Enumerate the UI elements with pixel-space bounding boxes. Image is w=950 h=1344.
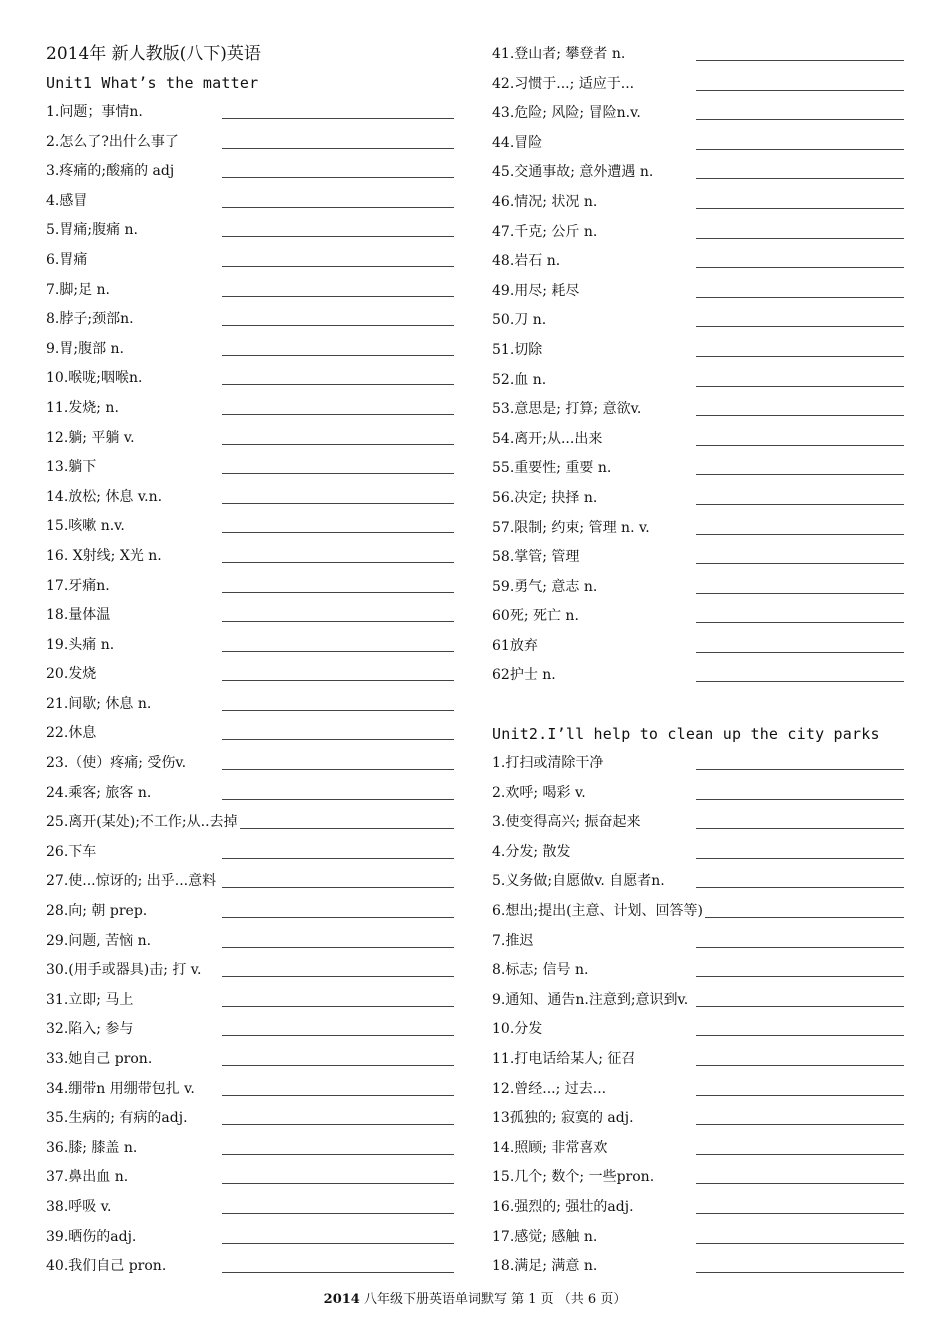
vocab-prompt: 2.欢呼; 喝彩 v. <box>492 784 586 801</box>
vocab-item <box>46 1163 466 1193</box>
vocab-item <box>46 956 466 986</box>
answer-blank-line[interactable] <box>222 414 454 415</box>
page-title: 2014年 新人教版(八下)英语 <box>46 44 261 64</box>
vocab-prompt: 5.胃痛;腹痛 n. <box>46 222 138 239</box>
vocab-item <box>46 157 466 187</box>
answer-blank-line[interactable] <box>222 562 454 563</box>
vocab-item <box>492 218 912 248</box>
vocab-item <box>46 1252 466 1282</box>
vocab-prompt: 28.向; 朝 prep. <box>46 903 148 920</box>
vocab-item <box>492 395 912 425</box>
vocab-item <box>46 838 466 868</box>
vocab-prompt: 6.想出;提出(主意、计划、回答等) <box>492 903 703 920</box>
answer-blank-line[interactable] <box>222 177 454 178</box>
answer-blank-line[interactable] <box>222 503 454 504</box>
vocab-item <box>492 602 912 632</box>
unit2-heading: Unit2.I’ll help to clean up the city parks <box>492 725 880 744</box>
answer-blank-line[interactable] <box>696 356 904 357</box>
vocab-item <box>492 1193 912 1223</box>
answer-blank-line[interactable] <box>222 887 454 888</box>
vocab-prompt: 23.（使）疼痛; 受伤v. <box>46 755 187 772</box>
left-column <box>46 40 466 1282</box>
answer-blank-line[interactable] <box>222 296 454 297</box>
vocab-item <box>492 188 912 218</box>
vocab-item <box>492 40 912 70</box>
answer-blank-line[interactable] <box>696 1035 904 1036</box>
vocab-prompt: 7.脚;足 n. <box>46 281 110 298</box>
vocab-prompt: 43.危险; 风险; 冒险n.v. <box>492 105 641 122</box>
vocab-prompt: 7.推迟 <box>492 932 534 949</box>
vocab-item <box>492 1223 912 1253</box>
answer-blank-line[interactable] <box>696 593 904 594</box>
answer-blank-line[interactable] <box>696 1272 904 1273</box>
vocab-prompt: 42.习惯于...; 适应于... <box>492 75 635 92</box>
vocab-item <box>46 187 466 217</box>
answer-blank-line[interactable] <box>222 325 454 326</box>
answer-blank-line[interactable] <box>222 1065 454 1066</box>
vocab-prompt: 50.刀 n. <box>492 312 547 329</box>
vocab-prompt: 13孤独的; 寂寞的 adj. <box>492 1110 634 1127</box>
vocab-prompt: 34.绷带n 用绷带包扎 v. <box>46 1080 195 1097</box>
vocab-item <box>492 425 912 455</box>
vocab-item <box>492 1163 912 1193</box>
vocab-prompt: 1.问题；事情n. <box>46 104 143 120</box>
vocab-item <box>46 246 466 276</box>
vocab-item <box>492 808 912 838</box>
vocab-item <box>492 454 912 484</box>
vocab-prompt: 41.登山者; 攀登者 n. <box>492 46 626 62</box>
vocab-prompt: 2.怎么了?出什么事了 <box>46 133 179 150</box>
vocab-item <box>46 572 466 602</box>
vocab-prompt: 11.打电话给某人; 征召 <box>492 1051 636 1067</box>
vocab-item <box>46 808 466 838</box>
answer-blank-line[interactable] <box>222 1213 454 1214</box>
vocab-prompt: 48.岩石 n. <box>492 253 561 270</box>
answer-blank-line[interactable] <box>696 386 904 387</box>
answer-blank-line[interactable] <box>696 976 904 977</box>
answer-blank-line[interactable] <box>696 326 904 327</box>
vocab-item <box>492 129 912 159</box>
vocab-list-right-unit1 <box>492 40 912 691</box>
vocab-item <box>492 543 912 573</box>
answer-blank-line[interactable] <box>696 119 904 120</box>
vocab-prompt: 37.鼻出血 n. <box>46 1169 129 1186</box>
vocab-item <box>492 838 912 868</box>
vocab-item <box>492 514 912 544</box>
vocab-item <box>492 277 912 307</box>
answer-blank-line[interactable] <box>222 1272 454 1273</box>
answer-blank-line[interactable] <box>696 681 904 682</box>
vocab-prompt: 3.疼痛的;酸痛的 adj <box>46 163 175 180</box>
answer-blank-line[interactable] <box>696 799 904 800</box>
vocab-prompt: 61放弃 <box>492 637 538 654</box>
vocab-prompt: 5.义务做;自愿做v. 自愿者n. <box>492 873 665 890</box>
answer-blank-line[interactable] <box>222 118 454 119</box>
vocab-item <box>492 158 912 188</box>
vocab-prompt: 47.千克; 公斤 n. <box>492 223 598 240</box>
vocab-item <box>492 247 912 277</box>
vocab-prompt: 57.限制; 约束; 管理 n. v. <box>492 519 650 536</box>
vocab-item <box>46 1104 466 1134</box>
vocab-item <box>492 336 912 366</box>
answer-blank-line[interactable] <box>696 947 904 948</box>
vocab-prompt: 38.呼吸 v. <box>46 1198 112 1215</box>
vocab-item <box>492 1045 912 1075</box>
vocab-prompt: 15.几个; 数个; 一些pron. <box>492 1169 655 1186</box>
vocab-prompt: 17.牙痛n. <box>46 577 110 594</box>
vocab-prompt: 60死; 死亡 n. <box>492 608 579 625</box>
vocab-item <box>46 867 466 897</box>
vocab-item <box>46 483 466 513</box>
answer-blank-line[interactable] <box>222 651 454 652</box>
vocab-prompt: 1.打扫或清除干净 <box>492 755 604 772</box>
vocab-item <box>46 1075 466 1105</box>
vocab-prompt: 32.陷入; 参与 <box>46 1021 134 1038</box>
vocab-prompt: 24.乘客; 旅客 n. <box>46 784 152 801</box>
vocab-item <box>492 306 912 336</box>
vocab-item <box>46 601 466 631</box>
answer-blank-line[interactable] <box>222 473 454 474</box>
answer-blank-line[interactable] <box>696 1006 904 1007</box>
answer-blank-line[interactable] <box>696 445 904 446</box>
vocab-prompt: 13.躺下 <box>46 459 97 476</box>
vocab-item <box>46 1015 466 1045</box>
vocab-prompt: 26.下车 <box>46 843 97 860</box>
unit1-heading: Unit1 What’s the matter <box>46 74 259 92</box>
vocab-prompt: 12.躺; 平躺 v. <box>46 429 135 446</box>
vocab-item <box>46 512 466 542</box>
answer-blank-line[interactable] <box>696 504 904 505</box>
answer-blank-line[interactable] <box>696 652 904 653</box>
section-gap <box>492 691 912 719</box>
vocab-item <box>46 719 466 749</box>
answer-blank-line[interactable] <box>696 1154 904 1155</box>
vocab-prompt: 56.决定; 抉择 n. <box>492 489 598 506</box>
answer-blank-line[interactable] <box>222 444 454 445</box>
vocab-item <box>492 1252 912 1282</box>
vocab-item <box>46 927 466 957</box>
vocab-prompt: 49.用尽; 耗尽 <box>492 282 580 299</box>
answer-blank-line[interactable] <box>696 1213 904 1214</box>
answer-blank-line[interactable] <box>222 532 454 533</box>
vocab-item <box>492 573 912 603</box>
right-column <box>492 40 912 1282</box>
vocab-item <box>46 1045 466 1075</box>
vocab-item <box>46 364 466 394</box>
answer-blank-line[interactable] <box>222 947 454 948</box>
answer-blank-line[interactable] <box>696 917 904 918</box>
answer-blank-line[interactable] <box>222 917 454 918</box>
vocab-prompt: 22.休息 <box>46 725 97 742</box>
answer-blank-line[interactable] <box>696 1095 904 1096</box>
vocab-prompt: 16. X射线; X光 n. <box>46 547 162 564</box>
vocab-prompt: 16.强烈的; 强壮的adj. <box>492 1198 634 1215</box>
vocab-prompt: 59.勇气; 意志 n. <box>492 578 598 595</box>
vocab-item <box>492 986 912 1016</box>
vocab-prompt: 4.感冒 <box>46 192 88 209</box>
vocab-item <box>492 927 912 957</box>
answer-blank-line[interactable] <box>222 207 454 208</box>
vocab-item <box>46 335 466 365</box>
vocab-item <box>46 424 466 454</box>
vocab-prompt: 4.分发; 散发 <box>492 843 571 860</box>
answer-blank-line[interactable] <box>222 1095 454 1096</box>
answer-blank-line[interactable] <box>696 474 904 475</box>
answer-blank-line[interactable] <box>222 858 454 859</box>
vocab-item <box>46 897 466 927</box>
vocab-prompt: 36.膝; 膝盖 n. <box>46 1139 138 1156</box>
footer-year: 2014 <box>323 1292 360 1307</box>
answer-blank-line[interactable] <box>222 592 454 593</box>
answer-blank-line[interactable] <box>222 769 454 770</box>
vocab-item <box>46 660 466 690</box>
answer-blank-line[interactable] <box>222 710 454 711</box>
vocab-prompt: 14.照顾; 非常喜欢 <box>492 1139 608 1156</box>
answer-blank-line[interactable] <box>696 297 904 298</box>
vocab-prompt: 29.问题, 苦恼 n. <box>46 932 152 949</box>
vocab-prompt: 21.间歇; 休息 n. <box>46 695 152 712</box>
answer-blank-line[interactable] <box>696 1124 904 1125</box>
vocab-prompt: 35.生病的; 有病的adj. <box>46 1110 188 1127</box>
vocab-prompt: 31.立即; 马上 <box>46 991 134 1008</box>
vocab-item <box>492 99 912 129</box>
vocab-item <box>492 484 912 514</box>
vocab-item <box>46 394 466 424</box>
answer-blank-line[interactable] <box>222 799 454 800</box>
answer-blank-line[interactable] <box>222 1183 454 1184</box>
answer-blank-line[interactable] <box>222 148 454 149</box>
answer-blank-line[interactable] <box>222 828 454 829</box>
vocab-item <box>492 1104 912 1134</box>
vocab-list-right-unit2 <box>492 749 912 1282</box>
vocab-item <box>492 867 912 897</box>
answer-blank-line[interactable] <box>222 266 454 267</box>
answer-blank-line[interactable] <box>696 267 904 268</box>
answer-blank-line[interactable] <box>222 236 454 237</box>
vocab-item <box>46 631 466 661</box>
vocab-item <box>492 779 912 809</box>
vocab-item <box>492 1015 912 1045</box>
vocab-item <box>46 1193 466 1223</box>
answer-blank-line[interactable] <box>222 1243 454 1244</box>
vocab-item <box>46 276 466 306</box>
vocab-prompt: 46.情况; 状况 n. <box>492 193 598 210</box>
vocab-prompt: 11.发烧; n. <box>46 399 119 416</box>
vocab-prompt: 62护士 n. <box>492 667 556 684</box>
vocab-prompt: 9.胃;腹部 n. <box>46 340 124 357</box>
vocab-prompt: 53.意思是; 打算; 意欲v. <box>492 401 642 418</box>
vocab-item <box>46 128 466 158</box>
vocab-item <box>46 986 466 1016</box>
vocab-prompt: 8.脖子;颈部n. <box>46 311 134 328</box>
answer-blank-line[interactable] <box>696 563 904 564</box>
vocab-prompt: 55.重要性; 重要 n. <box>492 460 612 477</box>
vocab-item <box>492 661 912 691</box>
vocab-prompt: 18.量体温 <box>46 607 111 624</box>
vocab-prompt: 10.分发 <box>492 1021 543 1038</box>
vocab-prompt: 52.血 n. <box>492 371 547 388</box>
vocab-item <box>46 305 466 335</box>
vocab-prompt: 3.使变得高兴; 振奋起来 <box>492 814 641 831</box>
vocab-prompt: 12.曾经...; 过去... <box>492 1080 607 1097</box>
vocab-prompt: 20.发烧 <box>46 666 97 683</box>
page-footer <box>0 1290 950 1310</box>
answer-blank-line[interactable] <box>222 621 454 622</box>
vocab-item <box>492 70 912 100</box>
vocab-item <box>46 1134 466 1164</box>
vocab-item <box>46 1223 466 1253</box>
answer-blank-line[interactable] <box>696 887 904 888</box>
answer-blank-line[interactable] <box>696 828 904 829</box>
vocab-item <box>46 542 466 572</box>
answer-blank-line[interactable] <box>696 858 904 859</box>
answer-blank-line[interactable] <box>222 739 454 740</box>
answer-blank-line[interactable] <box>696 769 904 770</box>
vocab-prompt: 15.咳嗽 n.v. <box>46 518 125 535</box>
vocab-prompt: 25.离开(某处);不工作;从..去掉 <box>46 814 238 831</box>
answer-blank-line[interactable] <box>696 415 904 416</box>
answer-blank-line[interactable] <box>696 208 904 209</box>
vocab-item <box>492 897 912 927</box>
answer-blank-line[interactable] <box>222 1154 454 1155</box>
answer-blank-line[interactable] <box>222 1006 454 1007</box>
answer-blank-line[interactable] <box>222 1124 454 1125</box>
vocab-prompt: 39.晒伤的adj. <box>46 1228 137 1245</box>
vocab-prompt: 9.通知、通告n.注意到;意识到v. <box>492 991 689 1008</box>
answer-blank-line[interactable] <box>222 1035 454 1036</box>
answer-blank-line[interactable] <box>696 238 904 239</box>
answer-blank-line[interactable] <box>222 976 454 977</box>
vocab-item <box>492 956 912 986</box>
answer-blank-line[interactable] <box>696 534 904 535</box>
answer-blank-line[interactable] <box>696 178 904 179</box>
answer-blank-line[interactable] <box>696 1065 904 1066</box>
vocab-prompt: 30.(用手或器具)击; 打 v. <box>46 962 202 979</box>
vocab-prompt: 54.离开;从...出来 <box>492 430 603 447</box>
answer-blank-line[interactable] <box>696 1243 904 1244</box>
answer-blank-line[interactable] <box>696 149 904 150</box>
vocab-prompt: 17.感觉; 感触 n. <box>492 1228 598 1245</box>
vocab-item <box>46 216 466 246</box>
vocab-item <box>492 1075 912 1105</box>
vocab-prompt: 44.冒险 <box>492 134 543 151</box>
vocab-prompt: 14.放松; 休息 v.n. <box>46 488 163 505</box>
vocab-item <box>46 453 466 483</box>
vocab-item <box>46 98 466 128</box>
vocab-prompt: 58.掌管; 管理 <box>492 549 580 566</box>
footer-text: 八年级下册英语单词默写 第 1 页 （共 6 页） <box>359 1292 627 1307</box>
vocab-list-left <box>46 98 466 1282</box>
vocab-item <box>492 632 912 662</box>
answer-blank-line[interactable] <box>696 1183 904 1184</box>
vocab-item <box>46 690 466 720</box>
vocab-item <box>46 779 466 809</box>
answer-blank-line[interactable] <box>696 60 904 61</box>
vocab-item <box>492 366 912 396</box>
answer-blank-line[interactable] <box>222 680 454 681</box>
vocab-prompt: 40.我们自己 pron. <box>46 1258 167 1275</box>
vocab-prompt: 27.使...惊讶的; 出乎...意料 <box>46 873 217 890</box>
vocab-item <box>46 749 466 779</box>
answer-blank-line[interactable] <box>696 90 904 91</box>
vocab-prompt: 19.头痛 n. <box>46 636 115 653</box>
vocab-prompt: 45.交通事故; 意外遭遇 n. <box>492 164 654 181</box>
answer-blank-line[interactable] <box>222 384 454 385</box>
vocab-prompt: 10.喉咙;咽喉n. <box>46 370 143 387</box>
vocab-item <box>492 749 912 779</box>
answer-blank-line[interactable] <box>222 355 454 356</box>
vocab-prompt: 51.切除 <box>492 341 543 358</box>
vocab-prompt: 33.她自己 pron. <box>46 1051 153 1067</box>
vocab-item <box>492 1134 912 1164</box>
vocab-prompt: 8.标志; 信号 n. <box>492 962 589 979</box>
answer-blank-line[interactable] <box>696 622 904 623</box>
vocab-prompt: 6.胃痛 <box>46 251 88 268</box>
vocab-prompt: 18.满足; 满意 n. <box>492 1258 598 1275</box>
